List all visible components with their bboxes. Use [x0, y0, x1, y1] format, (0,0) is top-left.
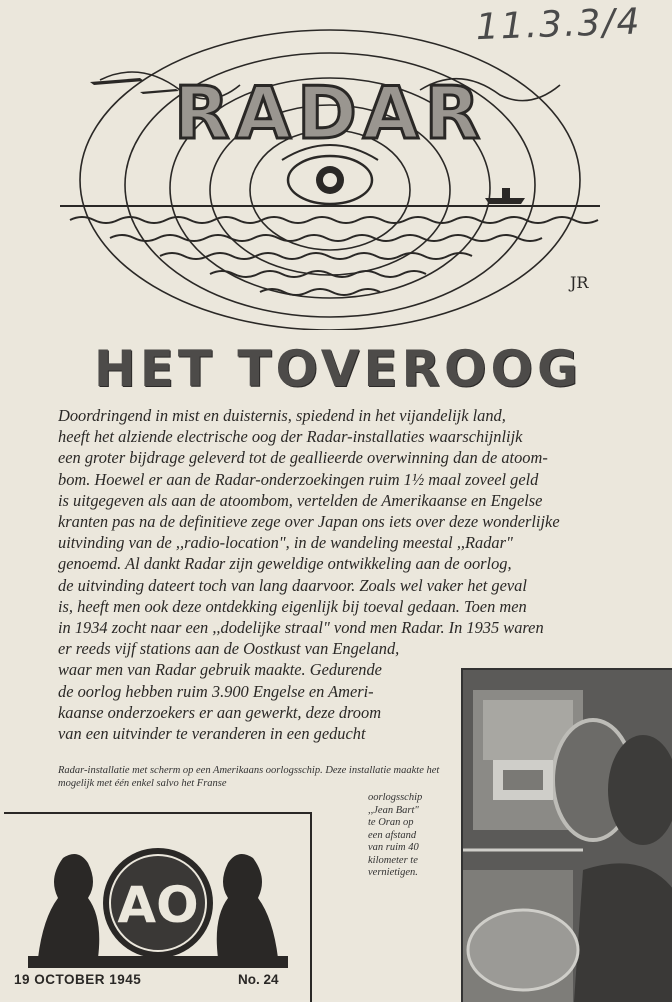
photo-caption: Radar-installatie met scherm op een Amerikaans oorlogsschip. Deze installatie maakte het mogelijk met één enkel salvo het Franse	[58, 765, 440, 789]
artist-monogram: JR	[570, 273, 589, 292]
article-line: genoemd. Al dankt Radar zijn geweldige ontwikkeling aan de oorlog,	[58, 554, 512, 574]
caption-line: een afstand	[368, 829, 417, 841]
article-line: heeft het alziende electrische oog der Radar-installaties waarschijnlijk	[58, 427, 523, 447]
lion-right-icon	[217, 854, 278, 958]
caption-line: vernietigen.	[368, 867, 418, 878]
handwritten-archive-note: 11.3.3/4	[475, 1, 643, 49]
article-line: bom. Hoewel er aan de Radar-onderzoekingen ruim 1½ maal zoveel geld	[58, 469, 539, 489]
article-line: kranten pas na de definitieve zege over Japan ons iets over deze wonderlijke	[58, 512, 560, 532]
article-line: is uitgegeven als aan de atoombom, vertelden de Amerikaanse en Engelse	[58, 490, 543, 510]
article-line: de uitvinding dateert toch van lang daarvoor. Zoals wel vaker het geval	[58, 575, 527, 595]
article-line: in 1934 zocht naar een ,,dodelijke straal" vond men Radar. In 1935 waren	[58, 618, 544, 638]
ship-icon	[502, 188, 510, 198]
caption-line: van ruim 40	[368, 842, 419, 853]
ship-icon	[485, 198, 525, 204]
issue-date: 19 OCTOBER 1945	[14, 972, 142, 987]
caption-line: kilometer te	[368, 854, 418, 866]
article-line: is, heeft men ook deze ontdekking eigenlijk bij toeval gedaan. Toen men	[58, 596, 527, 616]
article-line: van een uitvinder te veranderen in een geducht	[58, 724, 366, 744]
radar-installation-photo	[461, 668, 672, 1002]
airplane-icon	[90, 78, 144, 85]
lion-left-icon	[38, 854, 99, 958]
caption-line: ,,Jean Bart"	[368, 804, 419, 816]
radar-banner-text: RADAR	[173, 71, 487, 155]
caption-line: oorlogsschip	[368, 792, 423, 803]
article-line: kaanse onderzoekers er aan gewerkt, deze droom	[58, 702, 382, 722]
photo-caption-continued	[368, 792, 458, 880]
article-line: de oorlog hebben ruim 3.900 Engelse en Ameri-	[58, 681, 374, 701]
ao-logo-text: AO	[117, 876, 199, 934]
article-line: Doordringend in mist en duisternis, spiedend in het vijandelijk land,	[58, 406, 506, 425]
article-line: waar men van Radar gebruik maakte. Gedurende	[58, 660, 382, 680]
page-title: HET TOVEROOG	[93, 340, 583, 398]
caption-line: te Oran op	[368, 817, 414, 828]
radar-illustration	[40, 20, 620, 330]
issue-number: No. 24	[238, 972, 279, 987]
article-line: uitvinding van de ,,radio-location", in de wandeling meestal ,,Radar"	[58, 533, 513, 553]
article-line: een groter bijdrage geleverd tot de geallieerde overwinning dan de atoom-	[58, 448, 548, 468]
article-line: er reeds vijf stations aan de Oostkust van Engeland,	[58, 639, 400, 659]
